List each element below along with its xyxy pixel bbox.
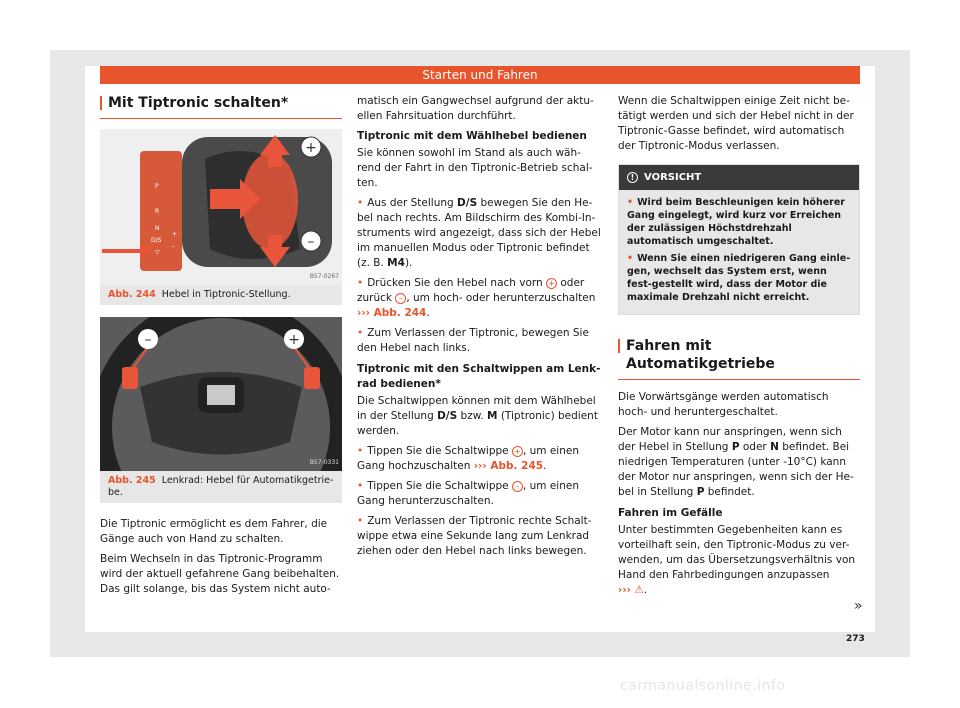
svg-text:–: – [307,234,315,250]
bullet-item [357,444,602,474]
figure-ref-code: B57-0331 [309,459,339,466]
paragraph: Die Vorwärtsgänge werden automatisch hoch- und heruntergeschaltet. [618,391,829,418]
paragraph: Wenn die Schaltwippen einige Zeit nicht be-tätigt werden und sich der Hebel nicht in der Tiptronic-Gasse befindet, wird automatisch der Tiptronic-Modus verlassen. [618,95,854,152]
chapter-header: Starten und Fahren [100,66,860,84]
lever-letter-p: P [155,183,159,190]
lever-sign-minus: – [172,243,175,250]
svg-text:+: + [305,140,317,156]
bullet-item [357,196,602,271]
caution-box [618,164,860,315]
info-icon: ! [627,172,638,183]
subheading: Tiptronic mit dem Wählhebel bedienen [357,130,587,142]
paragraph [618,523,860,598]
figure-caption [100,285,342,305]
lever-letter-down: ▽ [155,249,160,256]
caution-item: • Wird beim Beschleunigen kein höherer Gang eingelegt, wird kurz vor Erreichen der zulässigen Höchstdrehzahl automatisch umgeschaltet. [627,196,851,248]
key-label: N [770,441,779,453]
caution-body [619,190,859,314]
paragraph [618,425,860,500]
section-title: Mit Tiptronic schalten* [100,94,342,119]
display-label: M4 [387,257,405,269]
text: ). [404,257,413,269]
paragraph: Die Tiptronic ermöglicht es dem Fahrer, die Gänge auch von Hand zu schalten. [100,518,328,545]
bullet-item [357,479,602,509]
lever-illustration [100,129,342,285]
figure-number: Abb. 244 [108,289,156,300]
subheading: Tiptronic mit den Schaltwippen am Lenk-rad bedienen* [357,363,601,390]
column-1 [100,94,342,602]
bullet-item: • Zum Verlassen der Tiptronic rechte Schalt-wippe etwa eine Sekunde lang zum Lenkrad ziehen oder den Hebel nach links bewegen. [357,514,602,559]
text: Tippen Sie die Schaltwippe [367,480,512,492]
caption-text: Hebel in Tiptronic-Stellung. [161,289,291,300]
key-label: D/S [437,410,458,422]
lever-sign-plus: + [172,231,178,238]
figure-link[interactable]: ››› Abb. 244 [357,307,427,319]
caution-title: VORSICHT [644,172,702,183]
subheading: Fahren im Gefälle [618,507,723,519]
figure-steering-wheel [100,317,342,471]
plus-symbol: + [546,278,557,289]
steering-wheel-illustration [100,317,342,471]
figure-caption [100,471,342,503]
text: bewegen Sie den He-bel nach rechts. Am Bildschirm des Kombi-In-struments wird angezeigt, dass sich der Hebel im manuellen Modus oder Tiptronic befindet (z. B. [357,197,601,269]
text: . [643,584,648,596]
continue-marker: » [854,598,863,614]
plus-symbol: + [512,446,523,457]
lever-letter-ds: D/S [151,237,162,244]
text: Der Motor kann nur anspringen, wenn sich der Hebel in Stellung [618,426,842,453]
text: Aus der Stellung [367,197,458,209]
text: oder zurück [357,277,585,304]
key-label: M [487,410,498,422]
text: , um einen Gang herunterzuschalten. [357,480,579,507]
text: befindet. Bei niedrigen Temperaturen (unter -10°C) kann der Motor nur anspringen, wenn sich der He-bel in Stellung [618,441,854,498]
paragraph: Beim Wechseln in das Tiptronic-Programm wird der aktuell gefahrene Gang beibehalten. Das gilt solange, bis das System nicht auto- [100,553,340,595]
caution-item: • Wenn Sie einen niedrigeren Gang einle-gen, wechselt das System erst, wenn fest-gestellt wird, dass der Motor die maximale Drehzahl nicht erreicht. [627,252,851,304]
page-number: 273 [846,634,865,644]
text: Die Schaltwippen können mit dem Wählhebel in der Stellung [357,395,596,422]
text: Unter bestimmten Gegebenheiten kann es vorteilhaft sein, den Tiptronic-Modus zu ver-wenden, um das Übersetzungsverhältnis von Hand den Fahrbedingungen anzupassen [618,524,856,581]
section-title: Fahren mit Automatikgetriebe [618,337,860,380]
key-label: D/S [457,197,478,209]
paragraph [357,394,602,439]
warning-link[interactable]: ››› [618,584,631,596]
key-label: P [696,486,705,498]
column-2 [357,94,602,564]
bullet-item: • Zum Verlassen der Tiptronic, bewegen Sie den Hebel nach links. [357,326,602,356]
minus-symbol: – [395,293,406,304]
text: Tippen Sie die Schaltwippe [367,445,512,457]
text: oder [739,441,771,453]
watermark: carmanualsonline.info [620,678,786,694]
paragraph: Sie können sowohl im Stand als auch wäh-rend der Fahrt in den Tiptronic-Betrieb schal-ten. [357,147,593,189]
text: . [426,307,430,319]
figure-ref-code: B57-0267 [309,273,339,280]
text: (Tiptronic) bedient werden. [357,410,598,437]
caption-text: Lenkrad: Hebel für Automatikgetrie-be. [108,475,334,498]
warning-triangle-icon: ⚠ [634,584,644,596]
svg-text:+: + [288,332,300,348]
minus-symbol: – [512,481,523,492]
figure-link[interactable]: ››› Abb. 245 [473,460,544,472]
figure-number: Abb. 245 [108,475,156,486]
bullet-item [357,276,602,321]
lever-letter-n: N [155,225,160,232]
figure-tiptronic-lever [100,129,342,285]
column-3 [618,94,860,603]
text: , um hoch- oder herunterzuschalten [406,292,596,304]
text: bzw. [457,410,488,422]
svg-text:–: – [144,332,152,348]
text: befindet. [704,486,755,498]
text: , um einen Gang hochzuschalten [357,445,579,472]
key-label: P [731,441,740,453]
lever-letter-r: R [155,208,160,215]
paragraph: matisch ein Gangwechsel aufgrund der aktu-ellen Fahrsituation durchführt. [357,95,594,122]
caution-header [619,165,859,190]
text: Drücken Sie den Hebel nach vorn [367,277,547,289]
text: . [543,460,547,472]
